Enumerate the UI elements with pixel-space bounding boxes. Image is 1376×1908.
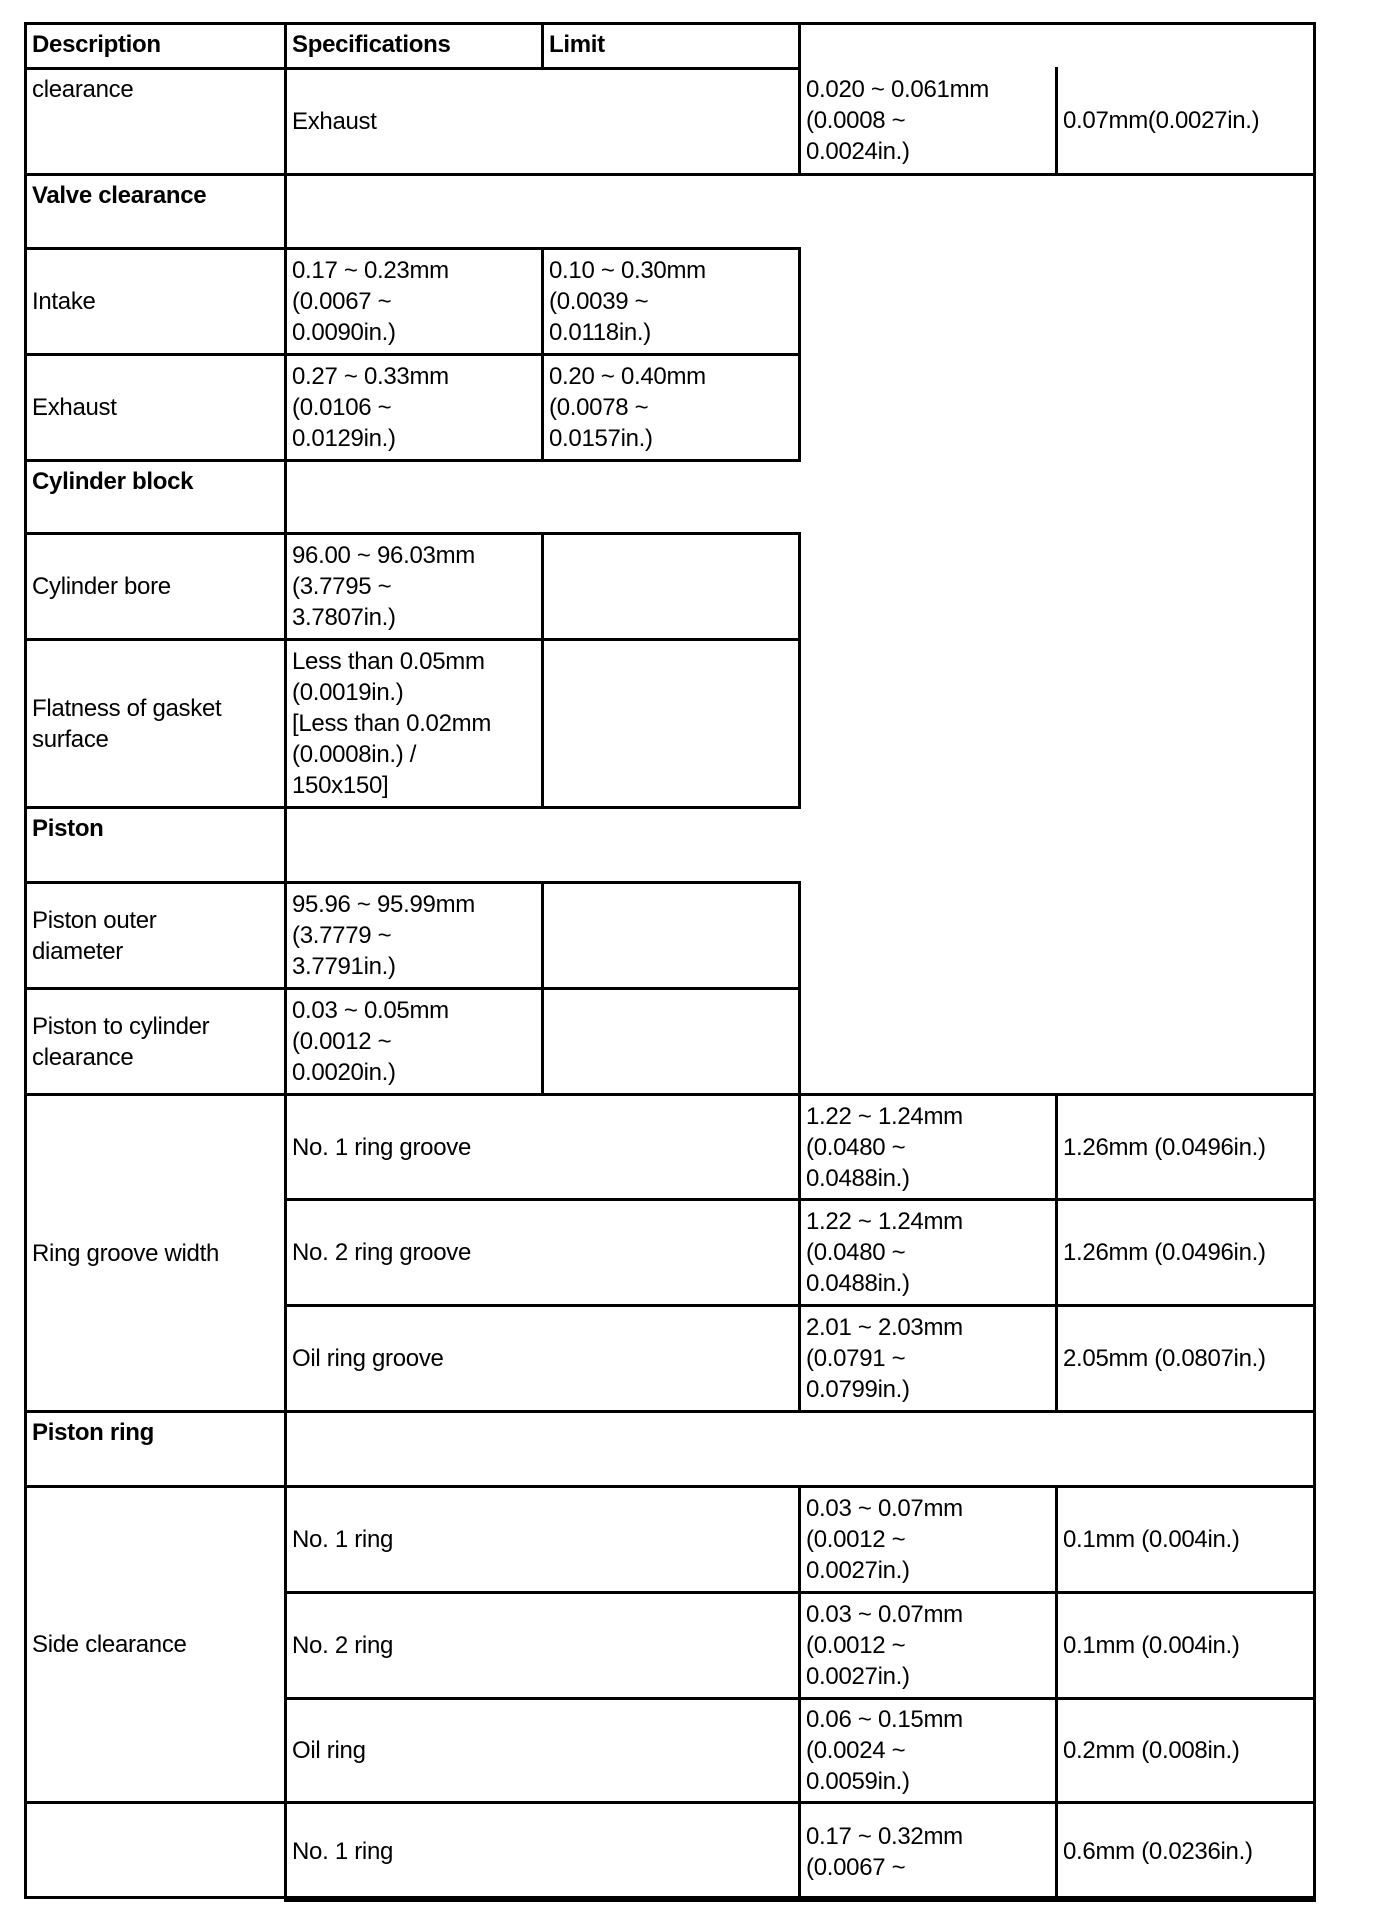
row-spec-text: 2.01 ~ 2.03mm (0.0791 ~ 0.0799in.) [806,1314,963,1403]
row-limit [541,881,801,990]
row-description-text: Flatness of gasket surface [32,694,222,753]
row-spec-text: 1.22 ~ 1.24mm (0.0480 ~ 0.0488in.) [806,1102,963,1192]
row-subitem [284,67,801,176]
header-limit [541,22,801,70]
row-description [24,67,287,176]
row-limit [1055,1697,1316,1804]
row-subitem-text: Oil ring groove [292,1345,444,1372]
row-spec-text: 1.22 ~ 1.24mm (0.0480 ~ 0.0488in.) [806,1208,963,1297]
row-description [24,353,287,462]
row-limit-text: 0.10 ~ 0.30mm (0.0039 ~ 0.0118in.) [549,257,706,346]
row-description-text: Piston outer diameter [32,906,157,965]
row-spec-text: 0.03 ~ 0.07mm (0.0012 ~ 0.0027in.) [806,1495,963,1584]
row-spec [284,987,544,1096]
row-limit-text: 1.26mm (0.0496in.) [1063,1133,1266,1161]
row-spec-text: 0.03 ~ 0.07mm (0.0012 ~ 0.0027in.) [806,1601,963,1690]
row-spec [798,1093,1058,1201]
row-subitem [284,1198,801,1307]
row-limit [1055,1304,1316,1413]
row-subitem-text: No. 1 ring [292,1838,394,1865]
row-description-text: Ring groove width [32,1239,220,1267]
header-specifications-text: Specifications [292,31,451,58]
row-limit [1055,1093,1316,1201]
row-description-text: Piston to cylinder clearance [32,1012,210,1071]
row-limit-text: 1.26mm (0.0496in.) [1063,1239,1266,1266]
header-limit-text: Limit [549,31,605,58]
row-spec [798,1801,1058,1902]
row-spec-text: 0.17 ~ 0.32mm (0.0067 ~ [806,1822,963,1881]
header-description [24,22,287,70]
row-spec-text: 95.96 ~ 95.99mm (3.7779 ~ 3.7791in.) [292,891,475,980]
row-subitem-text: No. 1 ring [292,1526,394,1553]
row-subitem [284,1591,801,1700]
row-spec-text: 0.03 ~ 0.05mm (0.0012 ~ 0.0020in.) [292,997,449,1086]
row-spec-text: 0.27 ~ 0.33mm (0.0106 ~ 0.0129in.) [292,363,449,452]
header-specifications [284,22,544,70]
section-piston-ring [24,1410,287,1488]
row-limit [1055,1198,1316,1307]
row-limit [541,638,801,809]
row-spec [284,353,544,462]
row-description [24,1801,287,1899]
row-limit-text: 0.6mm (0.0236in.) [1063,1838,1253,1865]
row-subitem [284,1304,801,1413]
row-limit [541,987,801,1096]
row-description-text: Intake [32,288,96,315]
header-description-text: Description [32,31,161,58]
row-spec [798,1198,1058,1307]
row-subitem [284,1093,801,1201]
section-valve-clearance-text: Valve clearance [32,182,207,209]
row-spec-text: 0.17 ~ 0.23mm (0.0067 ~ 0.0090in.) [292,257,449,346]
section-piston [24,806,287,884]
row-spec [284,532,544,641]
section-piston-ring-text: Piston ring [32,1419,155,1446]
row-limit-text: 0.1mm (0.004in.) [1063,1632,1240,1659]
row-spec-text: 0.020 ~ 0.061mm (0.0008 ~ 0.0024in.) [806,75,989,165]
row-limit [541,532,801,641]
row-description [24,1093,287,1413]
row-spec [284,638,544,809]
row-spec-text: Less than 0.05mm (0.0019in.) [Less than 0.02mm (0.0008in.) / 150x150] [292,648,492,799]
row-spec [798,1304,1058,1413]
row-subitem-text: Oil ring [292,1737,366,1764]
row-limit-text: 0.07mm(0.0027in.) [1063,106,1260,134]
section-cylinder-block-text: Cylinder block [32,468,194,495]
row-description-text: Exhaust [32,394,117,421]
row-limit [1055,1801,1316,1902]
row-description [24,1485,287,1804]
row-description-text: Side clearance [32,1631,187,1658]
row-spec [284,247,544,356]
row-description-text: clearance [32,76,134,103]
row-spec [798,1697,1058,1804]
row-limit-text: 2.05mm (0.0807in.) [1063,1345,1266,1372]
section-valve-clearance [24,173,287,250]
row-description [24,532,287,641]
row-limit-text: 0.2mm (0.008in.) [1063,1737,1240,1764]
row-spec [798,67,1058,176]
row-subitem-text: No. 2 ring groove [292,1239,472,1266]
row-description [24,638,287,809]
row-description-text: Cylinder bore [32,573,171,600]
row-limit [1055,1485,1316,1594]
row-description [24,247,287,356]
row-limit [541,353,801,462]
row-spec [798,1591,1058,1700]
row-subitem [284,1801,801,1902]
row-subitem-text: No. 1 ring groove [292,1133,472,1161]
row-subitem-text: No. 2 ring [292,1632,394,1659]
row-spec-text: 0.06 ~ 0.15mm (0.0024 ~ 0.0059in.) [806,1706,963,1795]
row-subitem-text: Exhaust [292,108,377,135]
row-subitem [284,1697,801,1804]
row-spec-text: 96.00 ~ 96.03mm (3.7795 ~ 3.7807in.) [292,542,475,631]
row-description [24,987,287,1096]
row-spec [798,1485,1058,1594]
row-subitem [284,1485,801,1594]
row-limit-text: 0.20 ~ 0.40mm (0.0078 ~ 0.0157in.) [549,363,706,452]
row-limit [1055,67,1316,176]
row-limit-text: 0.1mm (0.004in.) [1063,1526,1240,1553]
section-piston-text: Piston [32,815,104,842]
row-limit [541,247,801,356]
row-limit [1055,1591,1316,1700]
row-spec [284,881,544,990]
section-cylinder-block [24,459,287,535]
row-description [24,881,287,990]
